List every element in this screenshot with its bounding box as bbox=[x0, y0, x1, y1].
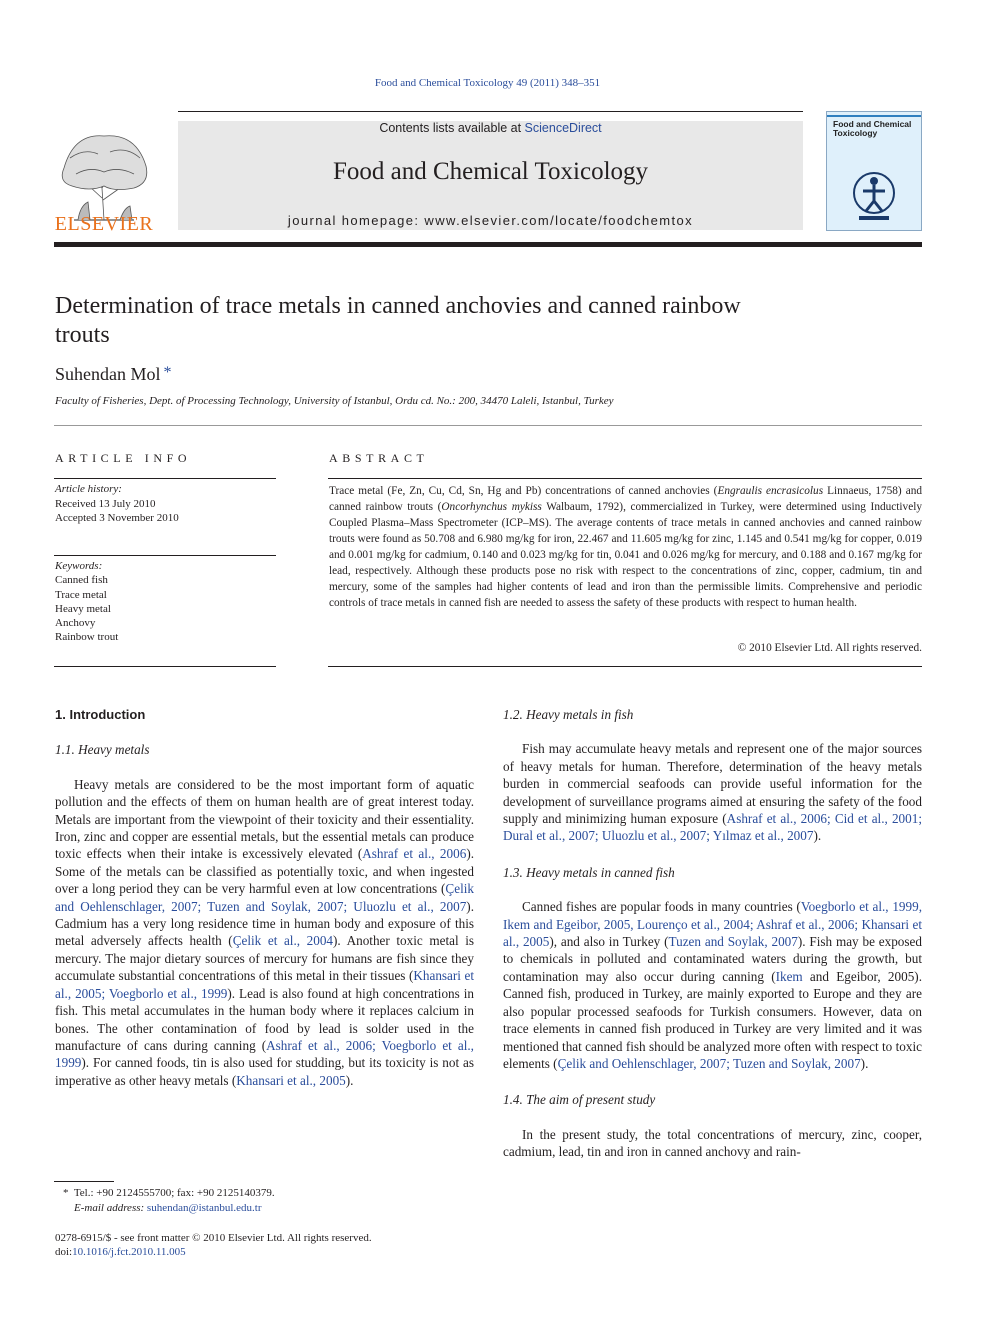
email-label: E-mail address: bbox=[74, 1201, 145, 1214]
citation-link[interactable]: Çelik et al., 2004 bbox=[232, 933, 334, 949]
body-paragraph: In the present study, the total concentrations of mercury, zinc, cooper, cadmium, lead, tin and iron in canned anchovy and rain- bbox=[503, 1126, 922, 1160]
keyword-item: Trace metal bbox=[55, 588, 107, 601]
citation-link[interactable]: Khansari et al., 2005 bbox=[236, 1072, 346, 1088]
keyword-item: Anchovy bbox=[55, 617, 96, 630]
citation-link[interactable]: Çelik and Oehlenschlager, 2007; Tuzen and Soylak, 2007; Uluozlu et al., 2007 bbox=[55, 881, 474, 914]
elsevier-wordmark: ELSEVIER bbox=[54, 213, 154, 235]
citation-link[interactable]: Ashraf et al., 2006 bbox=[362, 846, 467, 862]
citation-link[interactable]: Ashraf et al., 2006; Cid et al., 2001; Dural et al., 2007; Uluozlu et al., 2007; Yılmaz et al., 2007 bbox=[503, 811, 923, 844]
header-top-rule bbox=[178, 111, 803, 112]
keywords-label: Keywords: bbox=[55, 560, 103, 572]
human-figure-emblem-icon bbox=[841, 167, 907, 223]
header-thick-rule bbox=[54, 242, 922, 247]
body-paragraph: Heavy metals are considered to be the most important form of aquatic pollution and the effects of them on human health are of great interest today. Metals are important from the viewpoint of their toxicity and their essentiality. Iron, zinc and copper are essential metals, but the essential metals can produce toxic effects when their intake is excessively elevated (Ashraf et al., 2006). Some of the metals can be classified as potentially toxic, and when ingested over a long period they can be very harmful even at low concentrations (Çelik and Oehlenschlager, 2007; Tuzen and Soylak, 2007; Uluozlu et al., 2007). Cadmium has a very long residence time in human body and exposure of this metal adversely affects health (Çelik et al., 2004). Another toxic metal is mercury. The major dietary sources of mercury for humans are fish since they accumulate substantial concentrations of this metal in their tissues (Khansari et al., 2005; Voegborlo et al., 1999). Lead is also found at high concentrations in fish. This metal accumulates in the human body where it replaces calcium in bones. The other contamination of food by lead is solder used in the manufacture of cans during canning (Ashraf et al., 2006; Voegborlo et al., 1999). For canned foods, tin is also used for studding, but its toxicity is not as imperative as other heavy metals (Khansari et al., 2005). bbox=[55, 776, 475, 1088]
issn-line: 0278-6915/$ - see front matter © 2010 Elsevier Ltd. All rights reserved. bbox=[55, 1232, 372, 1244]
body-paragraph: Fish may accumulate heavy metals and represent one of the major sources of heavy metals for human. Therefore, determination of the heavy metals burden in commercial seafoods can provide useful information for the development of surveillance programs aimed at ensuring the safety of the food supply and minimizing human exposure (Ashraf et al., 2006; Cid et al., 2001; Dural et al., 2007; Uluozlu et al., 2007; Yılmaz et al., 2007). bbox=[503, 741, 923, 844]
footnote-mark: * bbox=[63, 1187, 69, 1199]
body-column-left bbox=[55, 706, 474, 1108]
journal-masthead bbox=[178, 121, 803, 230]
corresponding-author-mark[interactable]: * bbox=[163, 364, 172, 381]
article-info-heading: ARTICLE INFO bbox=[55, 451, 192, 465]
article-history bbox=[55, 482, 179, 526]
cover-title: Food and Chemical Toxicology bbox=[833, 119, 912, 138]
journal-cover-thumbnail bbox=[826, 111, 922, 231]
subsection-heading: 1.4. The aim of present study bbox=[503, 1092, 656, 1108]
affiliation-rule bbox=[54, 425, 922, 426]
doi-link[interactable]: 10.1016/j.fct.2010.11.005 bbox=[72, 1246, 186, 1259]
body-column-right bbox=[503, 706, 922, 1180]
subsection-heading: 1.3. Heavy metals in canned fish bbox=[503, 864, 675, 880]
citation-link[interactable]: Khansari et al., 2005; Voegborlo et al., 1999 bbox=[55, 968, 475, 1001]
abstract-copyright: © 2010 Elsevier Ltd. All rights reserved. bbox=[737, 642, 922, 654]
footnote-rule bbox=[54, 1181, 114, 1182]
journal-name: Food and Chemical Toxicology bbox=[332, 158, 649, 185]
subsection-heading: 1.2. Heavy metals in fish bbox=[503, 707, 634, 722]
author-footnote bbox=[55, 1186, 275, 1215]
keywords-list bbox=[55, 559, 118, 645]
abstract-heading: ABSTRACT bbox=[329, 451, 429, 465]
keyword-item: Rainbow trout bbox=[55, 631, 119, 644]
citation-link[interactable]: Tuzen and Soylak, 2007 bbox=[668, 934, 798, 950]
journal-citation[interactable]: Food and Chemical Toxicology 49 (2011) 348–351 bbox=[374, 77, 601, 89]
author-name: Suhendan Mol bbox=[55, 364, 161, 384]
species-name: Oncorhynchus mykiss bbox=[441, 501, 542, 513]
received-date: Received 13 July 2010 bbox=[55, 497, 156, 510]
article-info-rule-mid bbox=[54, 555, 276, 556]
citation-link[interactable]: Voegborlo et al., 1999, Ikem and Egeibor, 2005, Lourenço et al., 2004; Ashraf et al., 2006; Khansari et al., 2005 bbox=[503, 899, 923, 950]
contents-availability-line bbox=[178, 121, 803, 135]
citation-link[interactable]: Ikem bbox=[775, 968, 803, 984]
author-line bbox=[55, 364, 172, 385]
keyword-item: Heavy metal bbox=[55, 602, 111, 615]
abstract-rule-top bbox=[328, 478, 922, 479]
article-info-rule-top bbox=[54, 478, 276, 479]
author-email-link[interactable]: suhendan@istanbul.edu.tr bbox=[146, 1201, 262, 1214]
author-affiliation: Faculty of Fisheries, Dept. of Processing Technology, University of Istanbul, Ordu cd. No.: 200, 34470 Laleli, Istanbul, Turkey bbox=[55, 395, 614, 407]
subsection-heading: 1.1. Heavy metals bbox=[55, 742, 150, 758]
journal-homepage-link[interactable]: journal homepage: www.elsevier.com/locate/foodchemtox bbox=[287, 213, 694, 228]
article-title: Determination of trace metals in canned anchovies and canned rainbow trouts bbox=[55, 293, 741, 348]
doi-label: doi: bbox=[55, 1246, 73, 1259]
footnote-contact: Tel.: +90 2124555700; fax: +90 2125140379. bbox=[73, 1187, 275, 1199]
section-heading: 1. Introduction bbox=[55, 707, 146, 722]
contents-prefix: Contents lists available at bbox=[379, 121, 525, 135]
history-label: Article history: bbox=[55, 483, 122, 495]
body-paragraph: Canned fishes are popular foods in many countries (Voegborlo et al., 1999, Ikem and Egeibor, 2005, Lourenço et al., 2004; Ashraf et al., 2006; Khansari et al., 2005), and also in Turkey (Tuzen and Soylak, 2007). Fish may be exposed to chemicals in polluted and contaminated waters during the growth, but contamination may also occur during canning (Ikem and Egeibor, 2005). Canned fish, produced in Turkey, are mainly exported to Europe and they are also popular processed seafoods for Turkish consumers. However, data on trace elements in canned fish produced in Turkey are very limited and it was mentioned that canned fish should be analyzed more often with respect to toxic elements (Çelik and Oehlenschlager, 2007; Tuzen and Soylak, 2007). bbox=[503, 899, 923, 1071]
sciencedirect-link[interactable]: ScienceDirect bbox=[524, 121, 602, 135]
citation-link[interactable]: Çelik and Oehlenschlager, 2007; Tuzen and Soylak, 2007 bbox=[557, 1055, 861, 1071]
article-info-rule-bottom bbox=[54, 666, 276, 667]
cover-accent-bar bbox=[827, 115, 922, 117]
accepted-date: Accepted 3 November 2010 bbox=[55, 512, 179, 524]
keyword-item: Canned fish bbox=[55, 574, 108, 587]
abstract-rule-bottom bbox=[328, 666, 922, 667]
front-matter bbox=[55, 1231, 372, 1260]
abstract-text: Trace metal (Fe, Zn, Cu, Cd, Sn, Hg and Pb) concentrations of canned anchovies (Engraulis encrasicolus Linnaeus, 1758) and canned rainbow trouts (Oncorhynchus mykiss Walbaum, 1792), commercialized in Turkey, were determined using Inductively Coupled Plasma–Mass Spectrometer (ICP–MS). The average contents of trace metals in canned anchovies and canned rainbow trouts were found as 50.708 and 6.980 mg/kg for iron, 22.467 and 11.605 mg/kg for zinc, 1.145 and 0.541 mg/kg for copper, 0.019 and 0.001 mg/kg for cadmium, 0.140 and 0.023 mg/kg for tin, 0.041 and 0.026 mg/kg for mercury, and 0.188 and 0.167 mg/kg for lead, respectively. Although these products pose no risk with respect to the concentrations of zinc, copper, cadmium, tin and mercury, some of the samples had higher contents of lead and iron than the permissible limits. Comprehensive and periodic controls of trace metals in canned fish are needed to assess the safety of these products with respect to human health. bbox=[329, 485, 923, 609]
species-name: Engraulis encrasicolus bbox=[717, 485, 824, 497]
citation-link[interactable]: Ashraf et al., 2006; Voegborlo et al., 1999 bbox=[55, 1037, 474, 1071]
